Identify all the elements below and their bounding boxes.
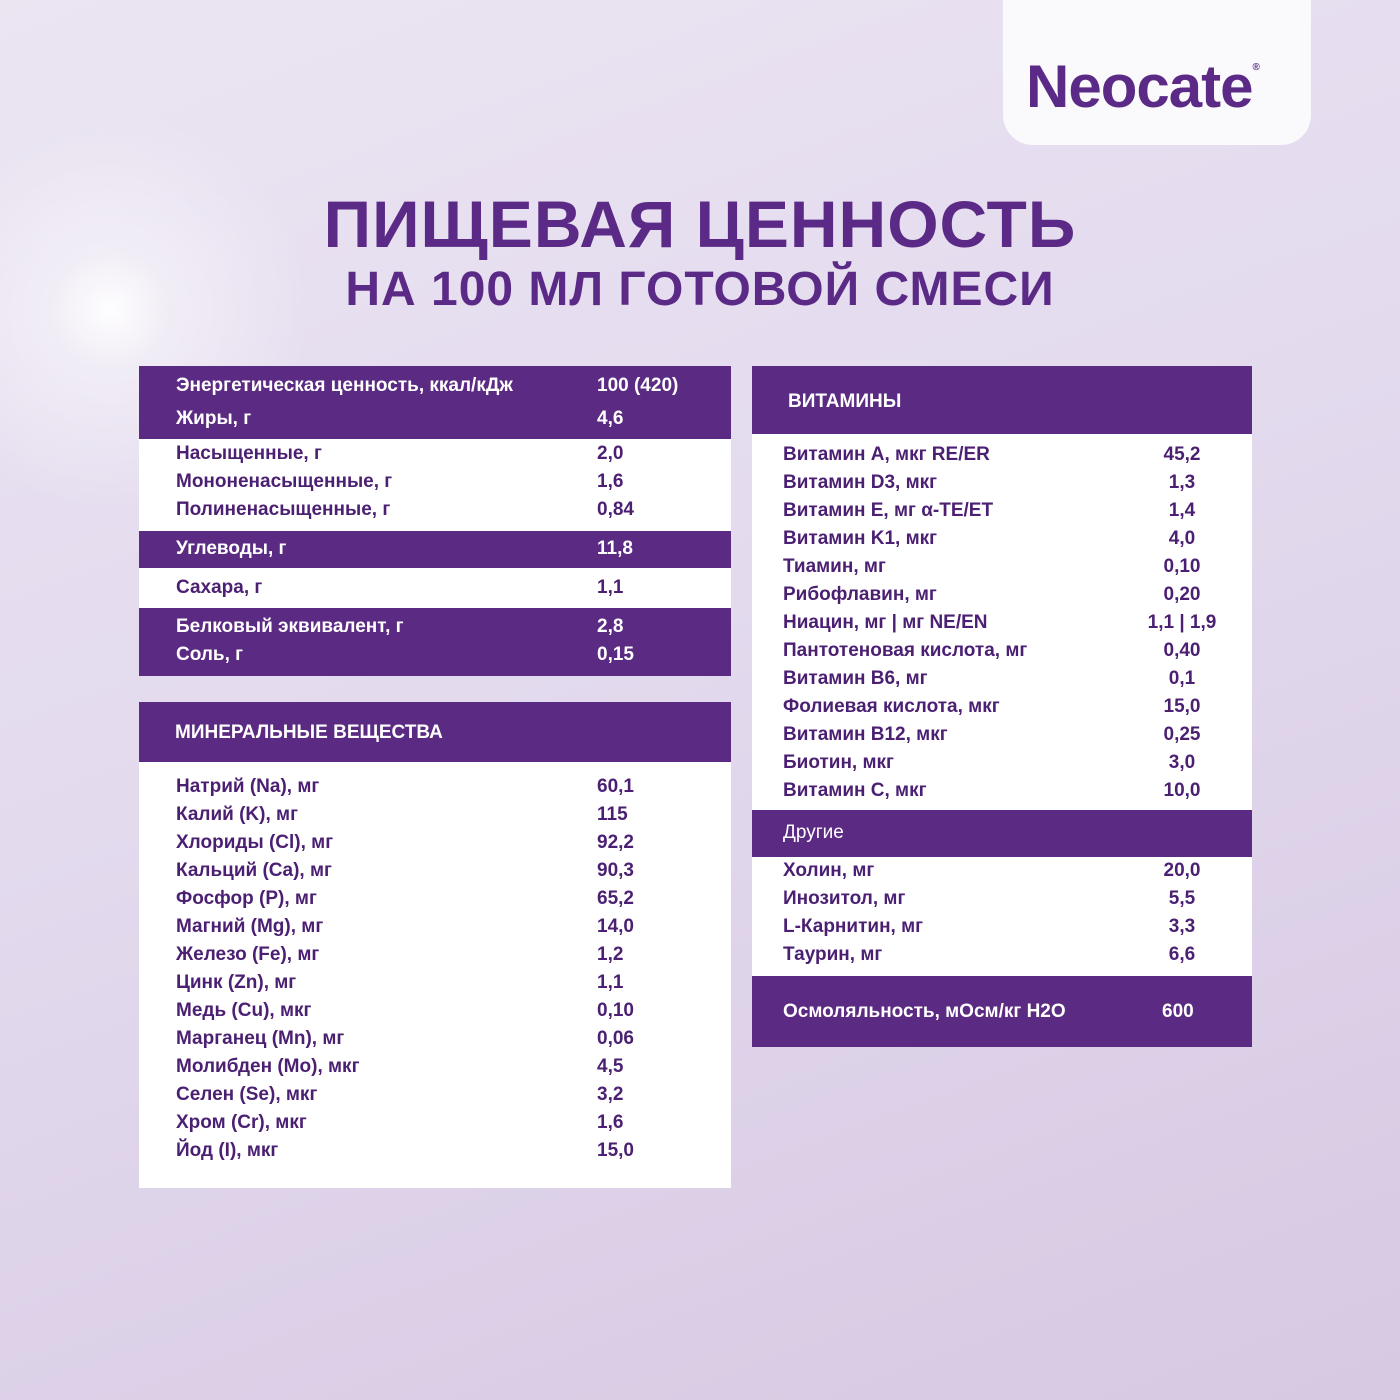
row-value: 0,40 [1163, 640, 1201, 661]
vitamins-table [752, 366, 1252, 1047]
row-label: Цинк (Zn), мг [176, 972, 297, 993]
row-label: Углеводы, г [176, 538, 287, 559]
row-label: Магний (Mg), мг [176, 916, 324, 937]
row-value: 2,8 [597, 616, 624, 637]
row-label: Сахара, г [176, 577, 263, 598]
table-row [139, 860, 731, 888]
row-value: 6,6 [1168, 944, 1196, 965]
row-value: 14,0 [597, 916, 634, 937]
row-value: 90,3 [597, 860, 634, 881]
row-value: 45,2 [1163, 444, 1201, 465]
row-label: Тиамин, мг [783, 556, 886, 577]
row-label: Натрий (Na), мг [176, 776, 320, 797]
row-label: Витамин D3, мкг [783, 472, 938, 493]
table-row [139, 538, 731, 566]
table-row [139, 1112, 731, 1140]
row-label: Энергетическая ценность, ккал/кДж [176, 375, 513, 396]
table-row [752, 556, 1252, 584]
table-row [139, 375, 731, 403]
row-value: 11,8 [597, 538, 633, 559]
row-value: 60,1 [597, 776, 634, 797]
row-label: Фолиевая кислота, мкг [783, 696, 1000, 717]
row-value: 5,5 [1168, 888, 1196, 909]
table-row [139, 577, 731, 605]
row-value: 1,6 [597, 471, 624, 492]
row-value: 15,0 [597, 1140, 634, 1161]
row-value: 1,3 [1168, 472, 1196, 493]
row-label: Жиры, г [176, 408, 252, 429]
table-row [752, 668, 1252, 696]
row-value: 2,0 [597, 443, 624, 464]
row-value: 15,0 [1163, 696, 1201, 717]
sub-section [139, 439, 731, 531]
row-value: 1,1 | 1,9 [1147, 612, 1217, 633]
page-title: ПИЩЕВАЯ ЦЕННОСТЬ [323, 187, 1077, 261]
row-value: 115 [597, 804, 628, 825]
table-row [139, 1028, 731, 1056]
row-label: Рибофлавин, мг [783, 584, 937, 605]
table-row [752, 752, 1252, 780]
table-row [752, 472, 1252, 500]
table-row [139, 471, 731, 499]
row-label: Хром (Cr), мкг [176, 1112, 307, 1133]
row-label: Таурин, мг [783, 944, 883, 965]
table-row [752, 584, 1252, 612]
row-label: L-Карнитин, мг [783, 916, 924, 937]
minerals-header [139, 702, 731, 762]
brand-logo: Neocate® [1026, 53, 1259, 120]
row-label: Молибден (Mo), мкг [176, 1056, 360, 1077]
table-row [139, 776, 731, 804]
osmolality-label: Осмоляльность, мОсм/кг H2O [783, 1001, 1066, 1022]
row-value: 65,2 [597, 888, 634, 909]
row-label: Кальций (Ca), мг [176, 860, 332, 881]
row-value: 0,84 [597, 499, 634, 520]
row-label: Пантотеновая кислота, мг [783, 640, 1028, 661]
row-label: Селен (Se), мкг [176, 1084, 318, 1105]
row-label: Железо (Fe), мг [176, 944, 320, 965]
highlight-section [139, 608, 731, 676]
row-value: 0,15 [597, 644, 634, 665]
table-row [139, 832, 731, 860]
table-row [752, 860, 1252, 888]
row-value: 0,06 [597, 1028, 634, 1049]
table-row [139, 616, 731, 644]
table-row [139, 972, 731, 1000]
table-row [752, 500, 1252, 528]
table-row [752, 640, 1252, 668]
other-title: Другие [783, 822, 844, 843]
row-value: 0,20 [1163, 584, 1201, 605]
row-label: Мононенасыщенные, г [176, 471, 393, 492]
row-label: Марганец (Mn), мг [176, 1028, 345, 1049]
table-row [752, 724, 1252, 752]
row-value: 1,1 [597, 972, 624, 993]
row-value: 92,2 [597, 832, 634, 853]
table-row [139, 408, 731, 436]
table-row [752, 696, 1252, 724]
brand-name: Neocate [1026, 53, 1253, 120]
row-label: Соль, г [176, 644, 244, 665]
table-row [139, 443, 731, 471]
row-label: Полиненасыщенные, г [176, 499, 391, 520]
table-row [139, 499, 731, 527]
table-row [139, 888, 731, 916]
row-label: Витамин C, мкг [783, 780, 927, 801]
row-value: 3,2 [597, 1084, 624, 1105]
row-value: 3,3 [1168, 916, 1196, 937]
row-label: Фосфор (P), мг [176, 888, 317, 909]
row-label: Ниацин, мг | мг NE/EN [783, 612, 988, 633]
row-label: Витамин E, мг α-TE/ET [783, 500, 994, 521]
row-value: 10,0 [1163, 780, 1201, 801]
sub-section [139, 568, 731, 608]
table-row [752, 888, 1252, 916]
row-label: Витамин K1, мкг [783, 528, 938, 549]
row-value: 4,0 [1168, 528, 1196, 549]
row-value: 0,10 [597, 1000, 634, 1021]
row-value: 20,0 [1163, 860, 1201, 881]
other-header [752, 810, 1252, 857]
row-label: Хлориды (Cl), мг [176, 832, 334, 853]
osmolality-value: 600 [1162, 1001, 1194, 1022]
row-label: Биотин, мкг [783, 752, 894, 773]
row-value: 3,0 [1168, 752, 1196, 773]
table-row [752, 780, 1252, 808]
minerals-table [139, 702, 731, 1188]
table-row [139, 804, 731, 832]
table-row [752, 612, 1252, 640]
row-label: Витамин B12, мкг [783, 724, 948, 745]
row-label: Медь (Cu), мкг [176, 1000, 312, 1021]
row-label: Витамин B6, мг [783, 668, 928, 689]
highlight-section [139, 531, 731, 568]
row-value: 1,1 [597, 577, 624, 598]
table-row [139, 644, 731, 672]
osmolality-row [752, 976, 1252, 1047]
row-label: Холин, мг [783, 860, 875, 881]
row-value: 1,2 [597, 944, 624, 965]
row-value: 100 (420) [597, 375, 679, 396]
highlight-section [139, 366, 731, 439]
table-row [139, 1140, 731, 1168]
row-value: 1,4 [1168, 500, 1196, 521]
table-row [139, 1000, 731, 1028]
row-label: Белковый эквивалент, г [176, 616, 404, 637]
vitamins-title: ВИТАМИНЫ [788, 391, 902, 412]
table-row [139, 1084, 731, 1112]
row-label: Витамин A, мкг RE/ER [783, 444, 990, 465]
row-label: Насыщенные, г [176, 443, 322, 464]
nutrition-table [139, 366, 731, 676]
minerals-title: МИНЕРАЛЬНЫЕ ВЕЩЕСТВА [175, 722, 443, 743]
row-value: 0,1 [1168, 668, 1196, 689]
table-row [139, 944, 731, 972]
row-value: 4,5 [597, 1056, 624, 1077]
row-value: 1,6 [597, 1112, 624, 1133]
table-row [752, 528, 1252, 556]
row-label: Йод (I), мкг [176, 1140, 279, 1161]
table-row [139, 1056, 731, 1084]
table-row [752, 444, 1252, 472]
row-label: Инозитол, мг [783, 888, 906, 909]
vitamins-header [752, 366, 1252, 434]
row-value: 0,25 [1163, 724, 1201, 745]
table-row [139, 916, 731, 944]
row-value: 4,6 [597, 408, 624, 429]
row-value: 0,10 [1163, 556, 1201, 577]
table-row [752, 916, 1252, 944]
page-subtitle: НА 100 МЛ ГОТОВОЙ СМЕСИ [345, 263, 1055, 316]
table-row [752, 944, 1252, 972]
row-label: Калий (K), мг [176, 804, 299, 825]
